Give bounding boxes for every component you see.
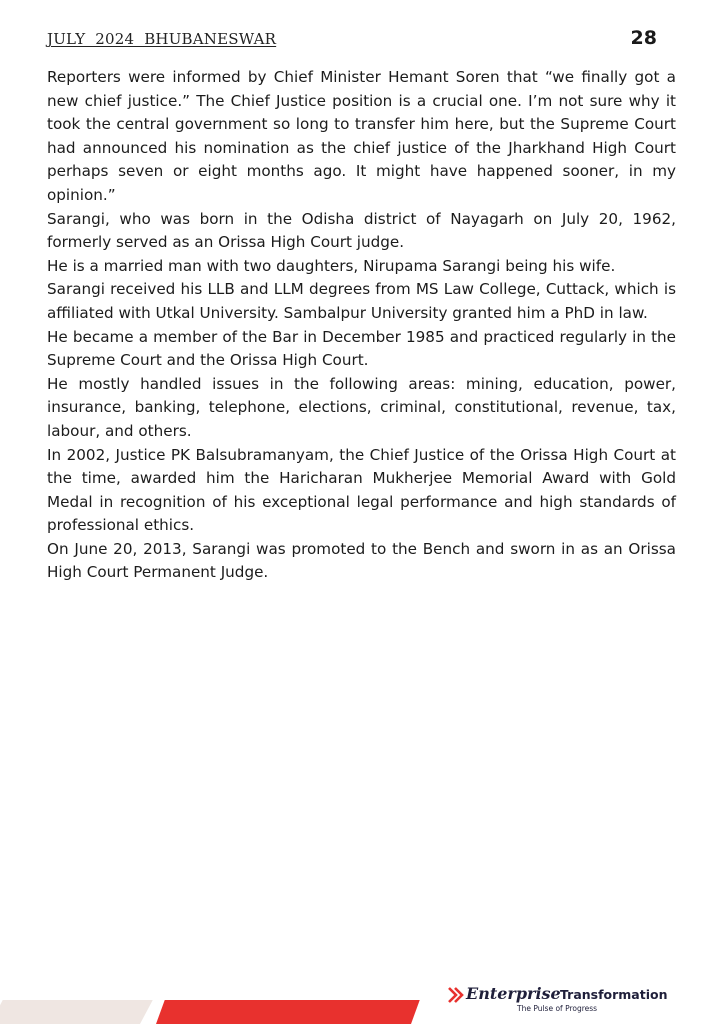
page-number: 28: [630, 27, 657, 49]
double-chevron-logo-icon: [448, 987, 464, 1003]
issue-date-location: JULY 2024 BHUBANESWAR: [47, 30, 277, 48]
paragraph: On June 20, 2013, Sarangi was promoted to the Bench and sworn in as an Orissa High Court Permanent Judge.: [47, 539, 676, 582]
paragraph: Sarangi, who was born in the Odisha district of Nayagarh on July 20, 1962, formerly served as an Orissa High Court judge.: [47, 209, 676, 252]
footer-band-light: [0, 1000, 153, 1024]
paragraph: In 2002, Justice PK Balsubramanyam, the Chief Justice of the Orissa High Court at the time, awarded him the Haricharan Mukherjee Memorial Award with Gold Medal in recognition of his exceptional legal performance and high standards of professional ethics.: [47, 445, 676, 535]
paragraph: He became a member of the Bar in December 1985 and practiced regularly in the Supreme Court and the Orissa High Court.: [47, 327, 676, 370]
paragraph: He is a married man with two daughters, Nirupama Sarangi being his wife.: [47, 256, 616, 275]
article-body: [47, 66, 676, 585]
logo-tagline: The Pulse of Progress: [517, 1004, 598, 1013]
logo-brand-enterprise: Enterprise: [466, 984, 561, 1003]
footer-band-red: [156, 1000, 420, 1024]
logo-brand-transformation: Transformation: [560, 987, 668, 1002]
paragraph: He mostly handled issues in the following areas: mining, education, power, insurance, banking, telephone, elections, criminal, constitutional, revenue, tax, labour, and others.: [47, 374, 676, 440]
publication-logo: [448, 985, 678, 1017]
paragraph: Reporters were informed by Chief Minister Hemant Soren that “we finally got a new chief justice.” The Chief Justice position is a crucial one. I’m not sure why it took the central government so long to transfer him here, but the Supreme Court had announced his nomination as the chief justice of the Jharkhand High Court perhaps seven or eight months ago. It might have happened sooner, in my opinion.”: [47, 68, 676, 204]
paragraph: Sarangi received his LLB and LLM degrees from MS Law College, Cuttack, which is affiliated with Utkal University. Sambalpur University granted him a PhD in law.: [47, 280, 676, 322]
